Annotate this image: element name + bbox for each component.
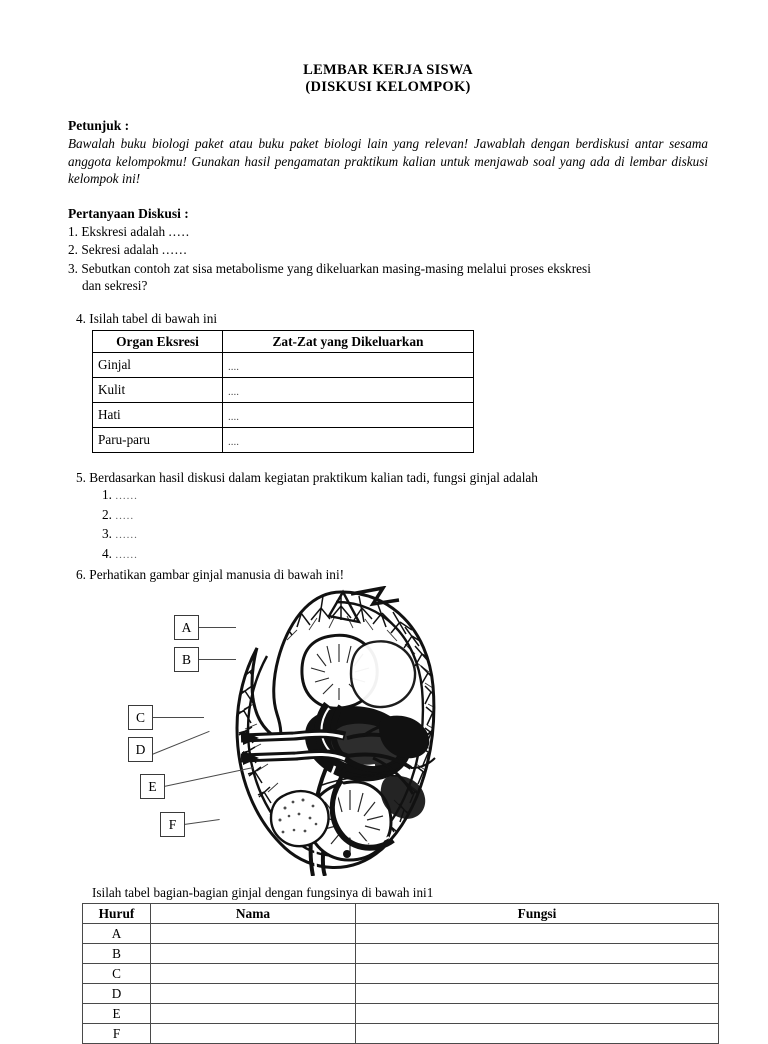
question-item-2 xyxy=(68,241,708,259)
question-1-dots: ..... xyxy=(168,223,191,239)
leader-line-f xyxy=(184,818,220,824)
diagram-label-a[interactable]: A xyxy=(174,615,199,640)
kidney-diagram-figure xyxy=(68,586,708,878)
table2-cell-huruf: B xyxy=(83,943,151,963)
answer-1-dots[interactable]: ...... xyxy=(115,490,138,502)
question-item-3 xyxy=(68,260,708,278)
question-5-answer-3 xyxy=(68,525,708,545)
table2-cell-fungsi[interactable] xyxy=(356,963,719,983)
page-title: LEMBAR KERJA SISWA xyxy=(303,62,473,78)
table2-cell-fungsi[interactable] xyxy=(356,1023,719,1043)
answer-3-dots[interactable]: ...... xyxy=(115,529,138,541)
table1-cell-organ: Paru-paru xyxy=(93,427,223,452)
table2-cell-huruf: C xyxy=(83,963,151,983)
table1-cell-zat[interactable]: .... xyxy=(223,352,474,377)
page-subtitle: (DISKUSI KELOMPOK) xyxy=(305,79,471,95)
table2-cell-nama[interactable] xyxy=(151,983,356,1003)
table1-cell-organ: Ginjal xyxy=(93,352,223,377)
question-5-label: 5. Berdasarkan hasil diskusi dalam kegiatan praktikum kalian tadi, fungsi ginjal adalah xyxy=(76,469,538,485)
kidney-illustration xyxy=(223,586,453,876)
diagram-label-c[interactable]: C xyxy=(128,705,153,730)
diagram-label-b[interactable]: B xyxy=(174,647,199,672)
table1-cell-organ: Hati xyxy=(93,402,223,427)
table2-cell-fungsi[interactable] xyxy=(356,943,719,963)
table1-cell-zat[interactable]: .... xyxy=(223,377,474,402)
diagram-label-d[interactable]: D xyxy=(128,737,153,762)
question-1-number: 1. xyxy=(68,223,78,239)
table1-header-organ: Organ Eksresi xyxy=(93,330,223,352)
answer-4-number: 4. xyxy=(102,545,112,561)
table-row xyxy=(83,963,719,983)
petunjuk-body: Bawalah buku biologi paket atau buku paket biologi lain yang relevan! Jawablah dengan berdiskusi antar sesama anggota kelompokmu! Gunakan hasil pengamatan praktikum kalian untuk menjawab soal yang ada di lembar diskusi kelompok ini! xyxy=(68,136,708,186)
table2-cell-huruf: A xyxy=(83,923,151,943)
answer-2-number: 2. xyxy=(102,506,112,522)
table2-cell-nama[interactable] xyxy=(151,1003,356,1023)
table2-cell-nama[interactable] xyxy=(151,963,356,983)
question-3-text: Sebutkan contoh zat sisa metabolisme yang dikeluarkan masing-masing melalui proses ekskresi xyxy=(81,260,591,276)
table1-cell-zat[interactable]: .... xyxy=(223,402,474,427)
leader-line-a xyxy=(198,627,236,628)
leader-line-c xyxy=(152,717,204,718)
question-2-text: Sekresi adalah xyxy=(81,242,159,257)
organ-eksresi-table xyxy=(92,330,474,453)
bagian-ginjal-table xyxy=(82,903,719,1044)
table-row xyxy=(93,402,474,427)
question-2-dots: ...... xyxy=(161,242,188,257)
table-row xyxy=(83,1023,719,1043)
diagram-label-f[interactable]: F xyxy=(160,812,185,837)
table2-cell-nama[interactable] xyxy=(151,1023,356,1043)
table2-cell-huruf: F xyxy=(83,1023,151,1043)
table2-caption: Isilah tabel bagian-bagian ginjal dengan fungsinya di bawah ini1 xyxy=(92,884,434,900)
question-1-text: Ekskresi adalah xyxy=(81,223,166,239)
table1-header-zat: Zat-Zat yang Dikeluarkan xyxy=(223,330,474,352)
table2-cell-nama[interactable] xyxy=(151,943,356,963)
table-row xyxy=(83,943,719,963)
leader-line-d xyxy=(152,730,210,754)
answer-1-number: 1. xyxy=(102,487,112,502)
question-3-number: 3. xyxy=(68,260,78,276)
page-content xyxy=(68,62,708,1044)
table2-header-huruf: Huruf xyxy=(83,903,151,923)
table2-header-fungsi: Fungsi xyxy=(356,903,719,923)
table2-cell-huruf: E xyxy=(83,1003,151,1023)
table-row xyxy=(83,1003,719,1023)
answer-3-number: 3. xyxy=(102,526,112,541)
question-5-answer-1 xyxy=(68,486,708,506)
table-row xyxy=(93,427,474,452)
answer-4-dots[interactable]: ...... xyxy=(115,548,138,561)
table-row xyxy=(93,377,474,402)
table2-cell-fungsi[interactable] xyxy=(356,923,719,943)
question-5-answer-2 xyxy=(68,506,708,526)
table2-header-nama: Nama xyxy=(151,903,356,923)
question-5-answer-4 xyxy=(68,545,708,565)
table-row xyxy=(93,352,474,377)
question-4-label: 4. Isilah tabel di bawah ini xyxy=(76,310,218,326)
question-item-1 xyxy=(68,223,708,241)
table-row xyxy=(83,923,719,943)
table2-cell-fungsi[interactable] xyxy=(356,983,719,1003)
table2-cell-fungsi[interactable] xyxy=(356,1003,719,1023)
petunjuk-heading: Petunjuk : xyxy=(68,118,130,133)
table-header-row xyxy=(83,903,719,923)
table2-cell-nama[interactable] xyxy=(151,923,356,943)
answer-2-dots[interactable]: ..... xyxy=(115,509,135,522)
pertanyaan-heading: Pertanyaan Diskusi : xyxy=(68,205,189,221)
question-6-label: 6. Perhatikan gambar ginjal manusia di bawah ini! xyxy=(76,567,345,582)
table2-cell-huruf: D xyxy=(83,983,151,1003)
question-3-continuation: dan sekresi? xyxy=(82,278,148,293)
diagram-label-e[interactable]: E xyxy=(140,774,165,799)
table1-cell-organ: Kulit xyxy=(93,377,223,402)
table1-cell-zat[interactable]: .... xyxy=(223,427,474,452)
question-2-number: 2. xyxy=(68,242,78,257)
leader-line-b xyxy=(198,659,236,660)
table-row xyxy=(83,983,719,1003)
table-header-row xyxy=(93,330,474,352)
